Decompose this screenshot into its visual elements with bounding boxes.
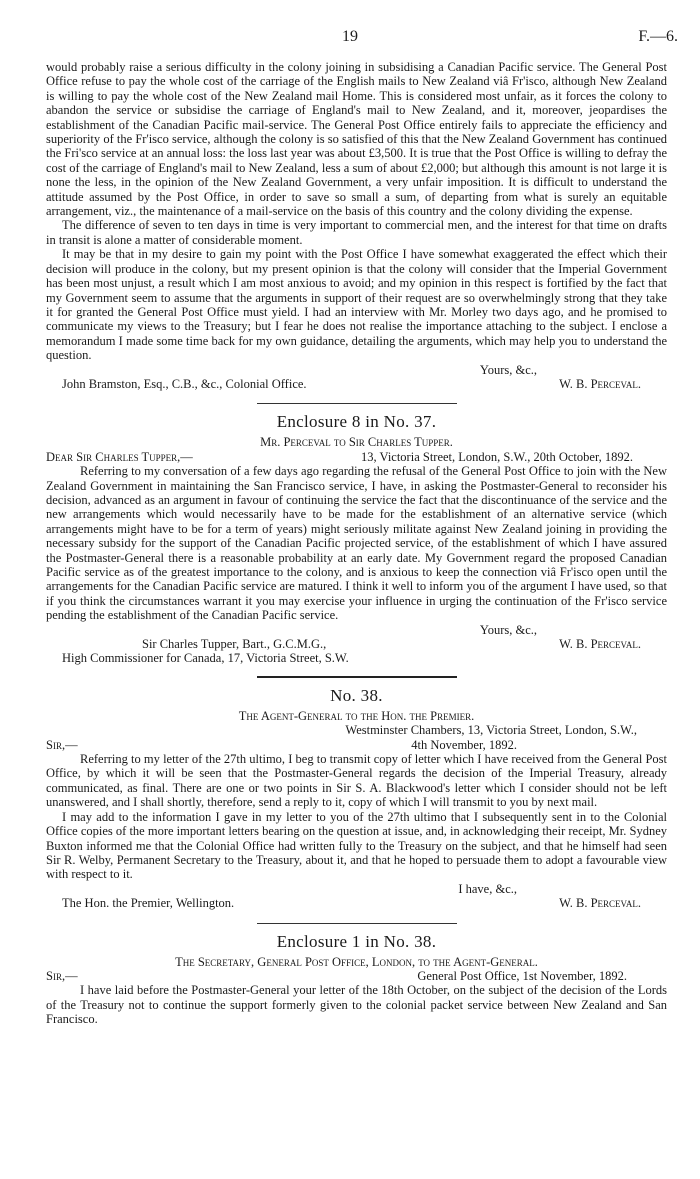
section-divider [257, 676, 457, 678]
closing: I have, &c., [458, 881, 517, 896]
section-subtitle: The Agent-General to the Hon. the Premier. [238, 708, 475, 723]
closing: Yours, &c., [479, 362, 537, 377]
signature: W. B. Perceval. [559, 376, 641, 391]
section-subtitle: The Secretary, General Post Office, London, to the Agent-General. [175, 954, 538, 969]
letter-paragraph: I have laid before the Postmaster-General your letter of the 18th October, on the subject of the decision of the Lords of the Treasury not to continue the support formerly given to the colonial packet service between New Zealand and San Francisco. [46, 983, 667, 1027]
letter-paragraph: Referring to my conversation of a few days ago regarding the refusal of the General Post Office to join with the New Zealand Government in maintaining the San Francisco service, I have, in asking the Postmaster-General to reconsider his decision, advanced as an argument in favour of continuing the service the fact that the discontinuance of the service and the new arrangements which would necessarily have to be made for the establishment of an alternative service (which arrangements might have to be for a term of years) might seriously militate against New Zealand joining in providing the necessary subsidy for the support of the Canadian Pacific projected service, of the establishment of which I have assured the Postmaster-General there is a reasonable probability at an early date. My Government regard the proposed Canadian Pacific service as of the greatest importance to the colony, and is anxious to keep the connection viâ Fr'isco open until the arrangements for the Canadian Pacific service are matured. I think it well to inform you of the argument I have used, so that if you think the circumstances warrant it you may exercise your influence in urging the continuation of the Fr'isco service pending the establishment of the Canadian Pacific service. [46, 464, 667, 623]
salutation: Sir,— [46, 968, 78, 983]
section-title: Enclosure 1 in No. 38. [276, 931, 437, 951]
sender-address: Westminster Chambers, 13, Victoria Street, London, S.W., [345, 723, 637, 738]
addressee: John Bramston, Esq., C.B., &c., Colonial Office. [62, 376, 307, 391]
section-title: Enclosure 8 in No. 37. [276, 412, 437, 432]
salutation: Dear Sir Charles Tupper,— [46, 449, 193, 464]
addressee: The Hon. the Premier, Wellington. [62, 896, 235, 911]
addressee: Sir Charles Tupper, Bart., G.C.M.G., [142, 637, 327, 652]
addressee: High Commissioner for Canada, 17, Victoria Street, S.W. [62, 651, 349, 666]
closing: Yours, &c., [479, 622, 537, 637]
letter-paragraph: would probably raise a serious difficulty in the colony joining in subsidising a Canadian Pacific service. The General Post Office refuse to pay the whole cost of the carriage of the English mails to New Zealand viâ Fr'isco, although New Zealand is willing to pay the whole cost of the New Zealand mail Home. This is considered most unfair, as it forces the colony to abandon the service or subsidise the carriage of England's mail to New Zealand, and it, moreover, jeopardises the establishment of the Canadian Pacific mail-service. The General Post Office entirely fails to appreciate the efficiency and superiority of the Fr'isco service, although the colony is so satisfied of this that the New Zealand Government has continued the Fri'sco service at an annual loss: the loss last year was about £3,500. It is true that the Post Office is willing to defray the cost of the carriage of England's mail to New Zealand, less a sum of about £2,000; but although this amount is not large it is none the less, in the opinion of the New Zealand Government, a very unfair imposition. It is difficult to understand the attitude assumed by the Post Office, in order to save so small a sum, of departing from what is surely an equitable arrangement, viz., the maintenance of a mail-service on the basis of this country and the colony dividing the expense. [46, 60, 667, 219]
section-subtitle: Mr. Perceval to Sir Charles Tupper. [260, 435, 453, 450]
letter-paragraph: It may be that in my desire to gain my point with the Post Office I have somewhat exaggerated the effect which their decision will produce in the colony, but my present opinion is that the colony will consider that the Imperial Government has been most unjust, a result which I am most anxious to avoid; and my opinion in this respect is fortified by the fact that my Government seem to assume that the arguments in support of their request are so overwhelmingly strong that they take it for granted the General Post Office must yield. I had an interview with Mr. Morley two days ago, and he promised to communicate my views to the Treasury; but I fear he does not realise the importance attaching to the subject. I enclose a memorandum I made some time back for my own guidance, detailing the arguments, which may help you to understand the question. [46, 247, 667, 363]
letter-paragraph: I may add to the information I gave in my letter to you of the 27th ultimo that I subsequently sent in to the Colonial Office copies of the more important letters bearing on the question at issue, and, in acknowledging their receipt, Mr. Sydney Buxton informed me that the Colonial Office had written fully to the Treasury on the subject, and that he himself had seen Sir R. Welby, Permanent Secretary to the Treasury, about it, and that he hoped to persuade them to adopt a favourable view with respect to it. [46, 809, 667, 882]
sender-address: 13, Victoria Street, London, S.W., 20th October, 1892. [361, 449, 633, 464]
section-divider [257, 923, 457, 924]
page-number: 19 [342, 28, 358, 45]
signature: W. B. Perceval. [559, 637, 641, 652]
salutation: Sir,— [46, 737, 78, 752]
document-code: F.—6. [638, 28, 678, 45]
signature: W. B. Perceval. [559, 896, 641, 911]
section-divider [257, 403, 457, 404]
letter-paragraph: Referring to my letter of the 27th ultimo, I beg to transmit copy of letter which I have received from the General Post Office, by which it will be seen that the Postmaster-General regards the decision of the Imperial Treasury, already communicated, as final. There are one or two points in Sir S. A. Blackwood's letter which I consider should not be left unanswered, and I shall shortly, therefore, send a reply to it, copy of which I will transmit to you by next mail. [46, 752, 667, 810]
section-title: No. 38. [330, 685, 383, 705]
letter-paragraph: The difference of seven to ten days in time is very important to commercial men, and the interest for that time on drafts in transit is alone a matter of considerable moment. [46, 218, 667, 247]
page-header [0, 28, 700, 48]
document-body [46, 60, 667, 1027]
sender-address: General Post Office, 1st November, 1892. [417, 968, 627, 983]
letter-date: 4th November, 1892. [411, 737, 517, 752]
